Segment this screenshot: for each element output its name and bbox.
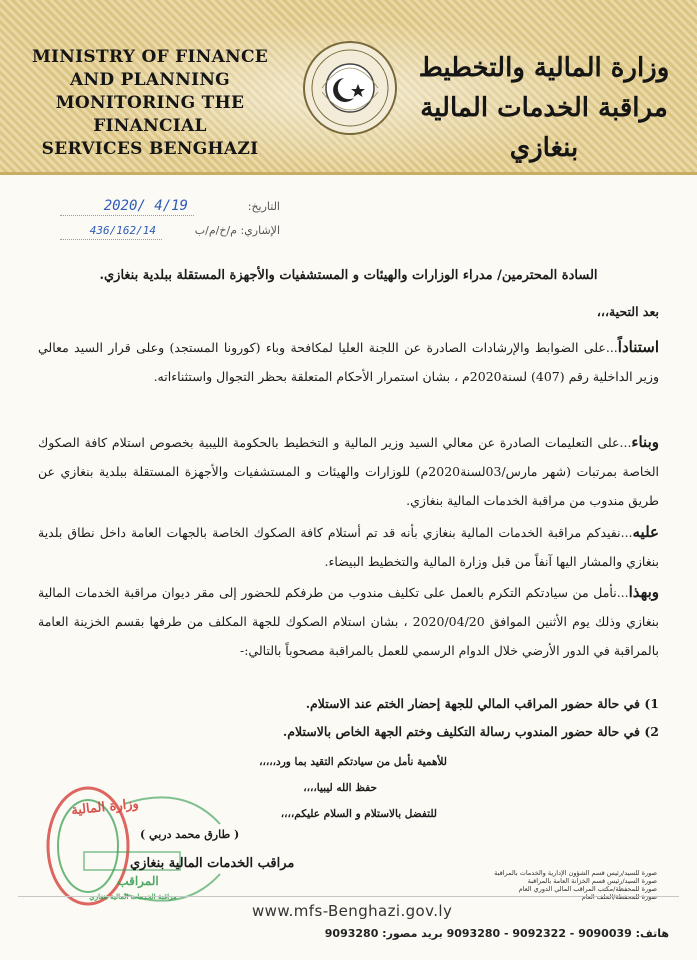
date-row bbox=[60, 198, 280, 218]
closing-line: للتفضل بالاستلام و السلام عليكم،،،، bbox=[280, 808, 437, 820]
paragraph-1 bbox=[38, 333, 659, 391]
ar-title-line: مراقبة الخدمات المالية بنغازي bbox=[420, 93, 668, 163]
paragraph-4-text: ...نأمل من سيادتكم التكرم بالعمل على تكليف مندوب من طرفكم للحضور إلى مقر ديوان مراقبة الخدمات المالية بنغازي وذلك يوم الأثنين الموافق 2020/04/20 ، بشان استلام الصكوك للجهة المكلف من طرفها بقسم الخزينة العامة بالمراقبة في الدور الأرضي خلال الدوام الرسمي للعمل بالمراقبة مصحوباً بالتالي:- bbox=[38, 585, 659, 658]
footer-divider bbox=[18, 896, 679, 897]
paragraph-3 bbox=[38, 518, 659, 576]
reference-row bbox=[60, 222, 280, 242]
paragraph-4-lead: وبهذا bbox=[628, 583, 659, 601]
date-value: 2020/ 4/19 bbox=[103, 198, 188, 214]
signatory-name: ( طارق محمد دربي ) bbox=[140, 828, 240, 841]
reference-label: الإشاري: م/خ/م/ب bbox=[194, 224, 280, 237]
letterhead bbox=[0, 0, 697, 175]
reference-value: 436/162/14 bbox=[89, 224, 156, 237]
list-item: 1) في حالة حضور المراقب المالي للجهة إحضار الختم عند الاستلام. bbox=[305, 696, 659, 711]
en-title-line: MONITORING THE FINANCIAL bbox=[55, 93, 245, 136]
stamp-text: المراقب bbox=[117, 874, 159, 888]
cc-line: صورة للمحفظة/مكتب المراقب المالي الدوري العام bbox=[518, 885, 657, 893]
paragraph-3-text: ...نفيدكم مراقبة الخدمات المالية بنغازي بأنه قد تم أستلام كافة الصكوك الخاصة بالجهات العامة داخل نطاق بلدية بنغازي والمشار اليها آنفاً من قبل وزارة المالية والتخطيط البيضاء. bbox=[38, 525, 659, 569]
date-label: التاريخ: bbox=[247, 200, 280, 213]
dotted-line bbox=[60, 239, 162, 240]
list-item: 2) في حالة حضور المندوب رسالة التكليف وختم الجهة الخاص بالاستلام. bbox=[282, 724, 659, 739]
stamp-text: مراقبة الخدمات المالية بنغازي bbox=[89, 892, 177, 901]
closing-line: للأهمية نأمل من سيادتكم التقيد بما ورد،،،،، bbox=[259, 756, 447, 768]
cc-line: صورة السيد/رئيس قسم الخزانة العامة بالمراقبة bbox=[527, 877, 657, 885]
en-title-line: AND PLANNING bbox=[69, 70, 230, 90]
en-title-line: SERVICES BENGHAZI bbox=[41, 139, 259, 159]
paragraph-2-text: ...على التعليمات الصادرة عن معالي السيد وزير المالية و التخطيط بالحكومة الليبية بخصوص استلام كافة الصكوك الخاصة بمرتبات (شهر مارس/03لسنة2020م) للوزارات والهيئات و المستشفيات والأجهزة المستقلة ببلدية بنغازي عن طريق مندوب من مراقبة الخدمات المالية بنغازي. bbox=[38, 435, 659, 508]
paragraph-1-lead: استناداً bbox=[617, 338, 659, 356]
signatory-title: مراقب الخدمات المالية بنغازي bbox=[130, 856, 295, 871]
cc-line: صورة للمحفظة/الملف العام bbox=[581, 893, 657, 901]
en-title-line: MINISTRY OF FINANCE bbox=[31, 47, 269, 67]
english-ministry-title bbox=[30, 46, 270, 161]
website-link[interactable]: www.mfs-Benghazi.gov.ly bbox=[252, 902, 453, 920]
cc-line: صورة للسيد/رئيس قسم الشؤون الإدارية والخدمات بالمراقبة bbox=[494, 869, 657, 877]
paragraph-2 bbox=[38, 428, 659, 515]
ar-title-line: وزارة المالية والتخطيط bbox=[418, 53, 670, 83]
arabic-ministry-title bbox=[409, 48, 679, 168]
paragraph-1-text: ...على الضوابط والإرشادات الصادرة عن اللجنة العليا لمكافحة وباء (كورونا المستجد) وعلى قرار السيد معالي وزير الداخلية رقم (407) لسنة2020م ، بشان استمرار الأحكام المتعلقة بحظر التجوال واستثناءاته. bbox=[38, 340, 659, 384]
contact-numbers: هاتف: 9090039 - 9092322 - 9093280 بريد مصور: 9093280 bbox=[324, 927, 669, 940]
paragraph-3-lead: عليه bbox=[632, 523, 659, 541]
dotted-line bbox=[60, 215, 194, 216]
closing-line: حفظ الله ليبيا،،،، bbox=[303, 782, 377, 794]
addressee: السادة المحترمين/ مدراء الوزارات والهيئات و المستشفيات والأجهزة المستقلة ببلدية بنغازي. bbox=[99, 268, 598, 283]
reference-block bbox=[60, 192, 280, 248]
greeting: بعد التحية،،، bbox=[596, 304, 659, 319]
ministry-emblem-icon bbox=[302, 40, 398, 136]
stamp-text: وزارة المالية bbox=[70, 796, 140, 819]
paragraph-4 bbox=[38, 578, 659, 665]
paragraph-2-lead: وبناء bbox=[631, 433, 659, 451]
